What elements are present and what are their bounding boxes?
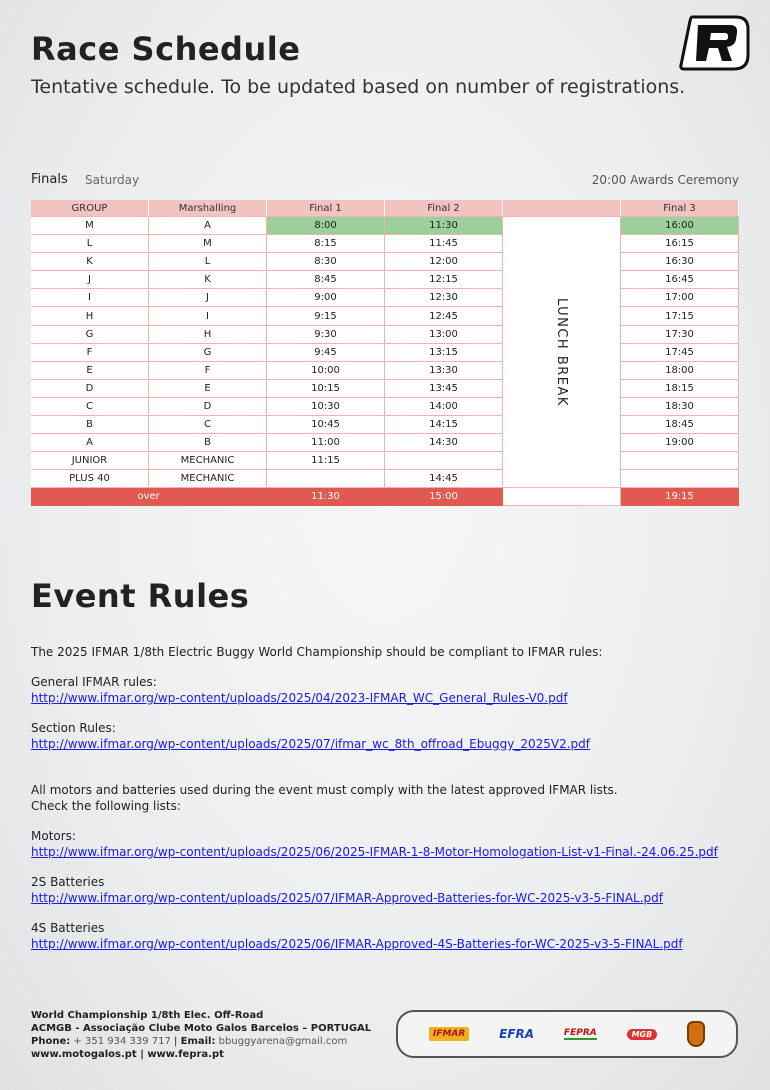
group-cell: L [31, 235, 149, 253]
marshalling-cell: M [149, 235, 267, 253]
final1-time: 10:30 [267, 398, 385, 416]
marshalling-cell: E [149, 380, 267, 398]
marshalling-cell: G [149, 344, 267, 362]
footer-websites: www.motogalos.pt | www.fepra.pt [31, 1049, 224, 1060]
final2-time: 14:15 [385, 416, 503, 434]
marshalling-cell: J [149, 289, 267, 307]
finals-label: Finals [31, 172, 68, 187]
page-subtitle: Tentative schedule. To be updated based on number of registrations. [31, 76, 686, 98]
final3-time: 17:00 [621, 289, 739, 307]
final2-time: 14:30 [385, 434, 503, 452]
final3-time: 18:30 [621, 398, 739, 416]
lunch-break-label: LUNCH BREAK [554, 297, 569, 407]
awards-ceremony: 20:00 Awards Ceremony [591, 173, 739, 187]
group-cell: JUNIOR [31, 452, 149, 470]
group-cell: A [31, 434, 149, 452]
final1-time: 9:15 [267, 307, 385, 325]
final3-time: 18:15 [621, 380, 739, 398]
final1-time [267, 470, 385, 488]
group-cell: J [31, 271, 149, 289]
marshalling-cell: H [149, 326, 267, 344]
marshalling-cell: K [149, 271, 267, 289]
group-cell: D [31, 380, 149, 398]
motors-label: Motors: [31, 829, 76, 843]
rules-title: Event Rules [31, 577, 250, 615]
email-address: bbuggyarena@gmail.com [218, 1036, 348, 1047]
final2-time: 14:45 [385, 470, 503, 488]
group-cell: F [31, 344, 149, 362]
final2-time: 12:30 [385, 289, 503, 307]
final2-time: 11:30 [385, 217, 503, 235]
final2-time [385, 452, 503, 470]
rules-intro: The 2025 IFMAR 1/8th Electric Buggy World Championship should be compliant to IFMAR rules: [31, 645, 603, 659]
final3-time: 17:30 [621, 326, 739, 344]
final2-time: 13:00 [385, 326, 503, 344]
over-final3: 19:15 [621, 488, 739, 506]
marshalling-cell: D [149, 398, 267, 416]
group-cell: H [31, 307, 149, 325]
final1-time: 8:30 [267, 253, 385, 271]
final1-time: 11:00 [267, 434, 385, 452]
footer-line-1: World Championship 1/8th Elec. Off-Road [31, 1010, 264, 1021]
general-rules-link[interactable]: http://www.ifmar.org/wp-content/uploads/2025/04/2023-IFMAR_WC_General_Rules-V0.pdf [31, 691, 568, 705]
final1-time: 10:00 [267, 362, 385, 380]
club-crest-icon [687, 1021, 705, 1047]
motors-link[interactable]: http://www.ifmar.org/wp-content/uploads/2025/06/2025-IFMAR-1-8-Motor-Homologation-List-v1-Final.-24.06.25.pdf [31, 845, 718, 859]
final3-time: 18:45 [621, 416, 739, 434]
final1-time: 9:30 [267, 326, 385, 344]
final3-time: 16:00 [621, 217, 739, 235]
group-cell: G [31, 326, 149, 344]
footer-contact: World Championship 1/8th Elec. Off-Road ACMGB - Associação Clube Moto Galos Barcelos – PORTUGAL Phone: + 351 934 339 717 | Email: bbuggyarena@gmail.com www.motogalos.pt | www.fepra.pt [31, 1010, 372, 1060]
mgb-logo: MGB [627, 1029, 658, 1040]
column-header: Marshalling [149, 200, 267, 217]
phone-number: + 351 934 339 717 [73, 1036, 171, 1047]
marshalling-cell: F [149, 362, 267, 380]
sponsor-logos [396, 1010, 738, 1058]
batteries-4s-label: 4S Batteries [31, 921, 105, 935]
group-cell: I [31, 289, 149, 307]
final1-time: 8:00 [267, 217, 385, 235]
finals-header [31, 172, 739, 192]
final2-time: 11:45 [385, 235, 503, 253]
column-header [503, 200, 621, 217]
ifmar-logo: IFMAR [429, 1027, 469, 1041]
marshalling-cell: I [149, 307, 267, 325]
column-header: GROUP [31, 200, 149, 217]
final3-time: 17:45 [621, 344, 739, 362]
marshalling-cell: MECHANIC [149, 470, 267, 488]
phone-label: Phone: [31, 1036, 71, 1047]
finals-day: Saturday [85, 173, 140, 187]
footer-line-2: ACMGB - Associação Clube Moto Galos Barcelos – PORTUGAL [31, 1023, 372, 1034]
rules-section [31, 644, 751, 952]
final3-time: 16:15 [621, 235, 739, 253]
marshalling-cell: MECHANIC [149, 452, 267, 470]
marshalling-cell: C [149, 416, 267, 434]
final2-time: 12:00 [385, 253, 503, 271]
efra-logo: EFRA [499, 1027, 535, 1041]
column-header: Final 3 [621, 200, 739, 217]
final2-time: 13:45 [385, 380, 503, 398]
final1-time: 8:45 [267, 271, 385, 289]
final2-time: 13:15 [385, 344, 503, 362]
group-cell: PLUS 40 [31, 470, 149, 488]
column-header: Final 2 [385, 200, 503, 217]
group-cell: C [31, 398, 149, 416]
batteries-4s-link[interactable]: http://www.ifmar.org/wp-content/uploads/2025/06/IFMAR-Approved-4S-Batteries-for-WC-2025-v3-5-FINAL.pdf [31, 937, 683, 951]
fepra-logo: FEPRA [563, 1028, 597, 1038]
final3-time: 17:15 [621, 307, 739, 325]
lunch-break [503, 217, 621, 488]
final3-time: 18:00 [621, 362, 739, 380]
section-rules-label: Section Rules: [31, 721, 116, 735]
final1-time: 10:15 [267, 380, 385, 398]
column-header: Final 1 [267, 200, 385, 217]
final3-time: 16:45 [621, 271, 739, 289]
final1-time: 9:45 [267, 344, 385, 362]
batteries-2s-label: 2S Batteries [31, 875, 105, 889]
finals-schedule-table [31, 200, 739, 506]
final3-time [621, 470, 739, 488]
final3-time: 19:00 [621, 434, 739, 452]
final3-time: 16:30 [621, 253, 739, 271]
section-rules-link[interactable]: http://www.ifmar.org/wp-content/uploads/2025/07/ifmar_wc_8th_offroad_Ebuggy_2025V2.pdf [31, 737, 590, 751]
final1-time: 8:15 [267, 235, 385, 253]
final2-time: 12:45 [385, 307, 503, 325]
batteries-2s-link[interactable]: http://www.ifmar.org/wp-content/uploads/2025/07/IFMAR-Approved-Batteries-for-WC-2025-v3-5-FINAL.pdf [31, 891, 664, 905]
final1-time: 10:45 [267, 416, 385, 434]
final2-time: 14:00 [385, 398, 503, 416]
over-blank [503, 488, 621, 506]
page-title: Race Schedule [31, 30, 301, 68]
group-cell: M [31, 217, 149, 235]
marshalling-cell: B [149, 434, 267, 452]
over-final1: 11:30 [267, 488, 385, 506]
group-cell: E [31, 362, 149, 380]
marshalling-cell: L [149, 253, 267, 271]
general-rules-label: General IFMAR rules: [31, 675, 157, 689]
final1-time: 11:15 [267, 452, 385, 470]
group-cell: K [31, 253, 149, 271]
comply-line-1: All motors and batteries used during the event must comply with the latest approved IFMAR lists. [31, 783, 618, 797]
r-logo-icon [678, 13, 752, 73]
over-label: over [31, 488, 267, 506]
final2-time: 12:15 [385, 271, 503, 289]
final1-time: 9:00 [267, 289, 385, 307]
final2-time: 13:30 [385, 362, 503, 380]
final3-time [621, 452, 739, 470]
over-final2: 15:00 [385, 488, 503, 506]
marshalling-cell: A [149, 217, 267, 235]
group-cell: B [31, 416, 149, 434]
email-label: Email: [180, 1036, 216, 1047]
comply-line-2: Check the following lists: [31, 799, 181, 813]
